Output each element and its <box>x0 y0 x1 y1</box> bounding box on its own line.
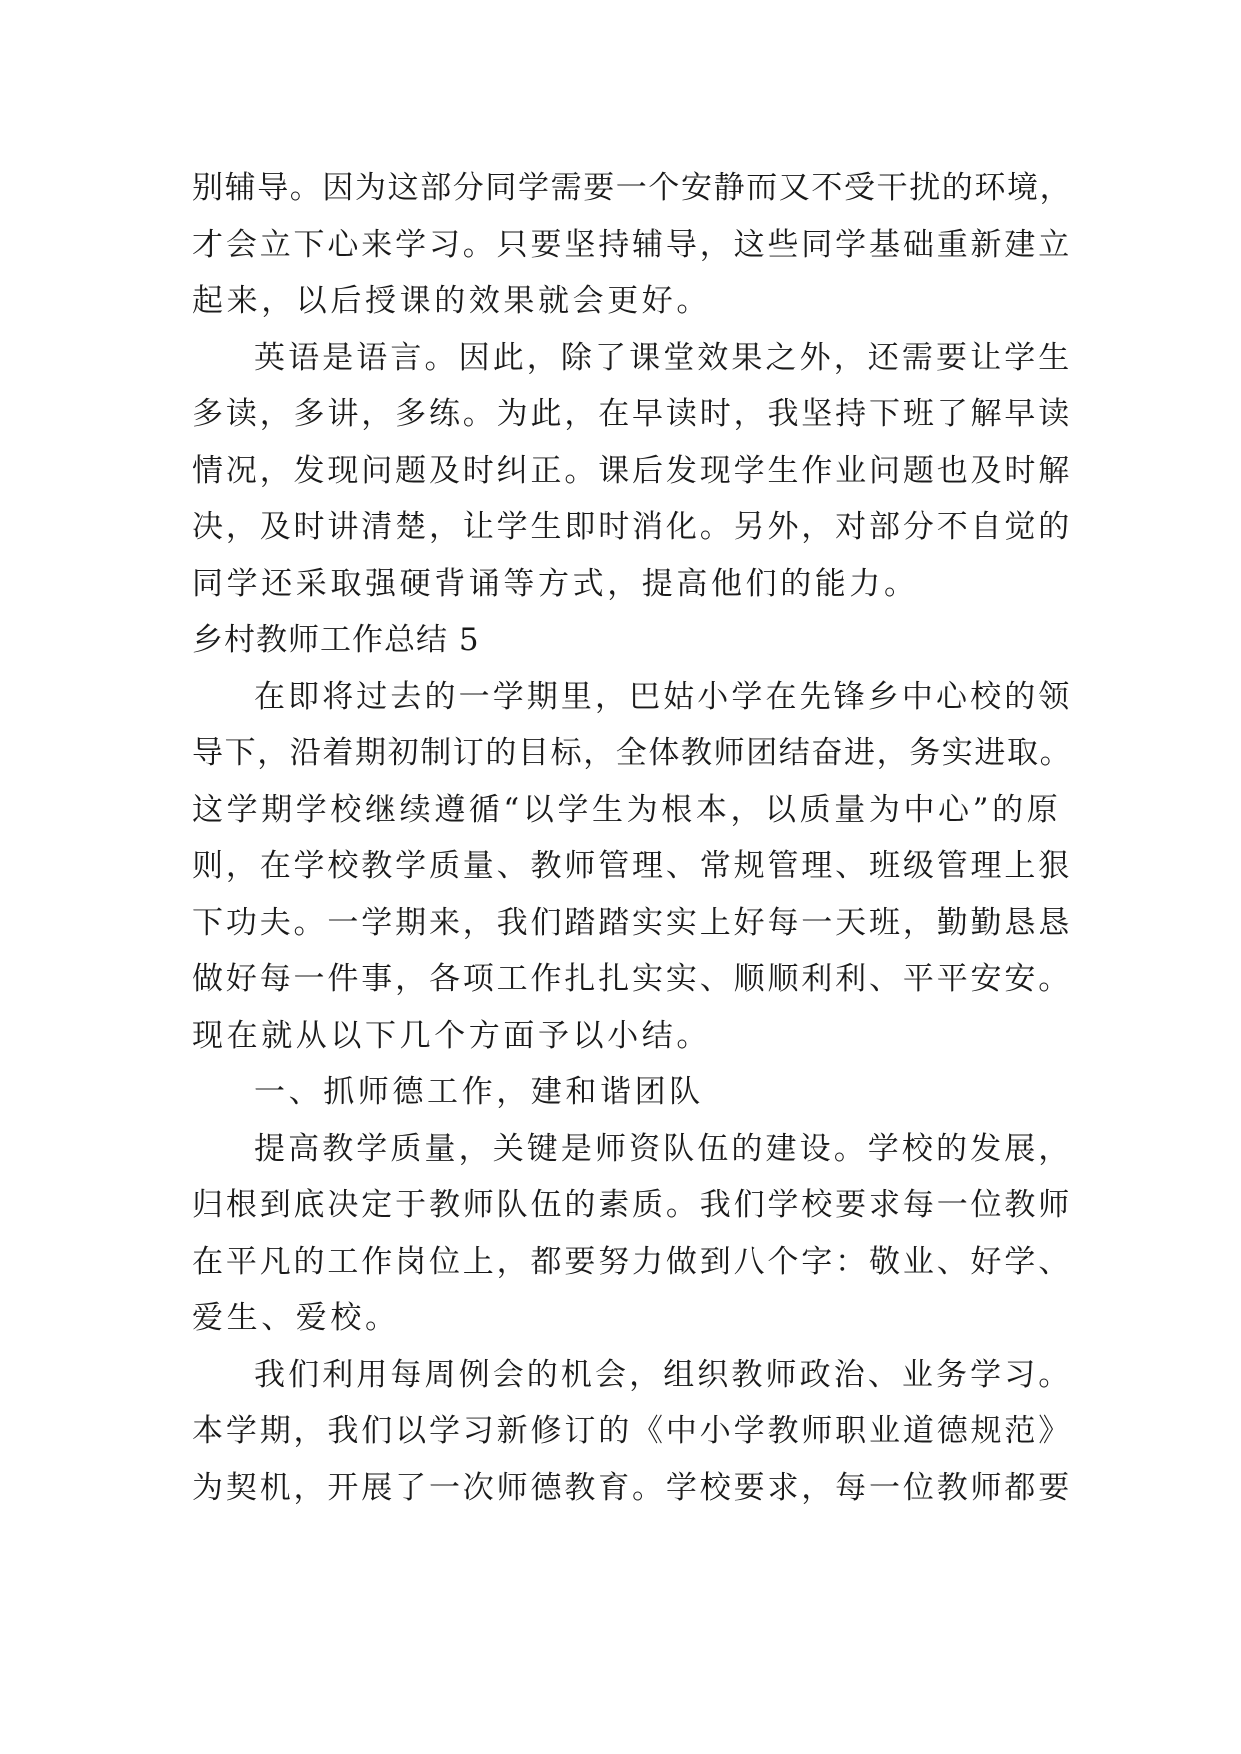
text-line: 多读，多讲，多练。为此，在早读时，我坚持下班了解早读 <box>192 396 1073 432</box>
text-line: 起来，以后授课的效果就会更好。 <box>192 283 711 319</box>
text-line: 归根到底决定于教师队伍的素质。我们学校要求每一位教师 <box>192 1187 1073 1223</box>
text-line: 同学还采取强硬背诵等方式，提高他们的能力。 <box>192 565 919 602</box>
paragraph-first-line: 在即将过去的一学期里，巴姑小学在先锋乡中心校的领 <box>254 678 1073 715</box>
paragraph-first-line: 英语是语言。因此，除了课堂效果之外，还需要让学生 <box>254 339 1073 376</box>
paragraph-first-line: 提高教学质量，关键是师资队伍的建设。学校的发展， <box>254 1130 1073 1167</box>
section-title: 乡村教师工作总结 5 <box>192 622 480 658</box>
text-line: 做好每一件事，各项工作扎扎实实、顺顺利利、平平安安。 <box>192 961 1073 997</box>
text-line: 别辅导。因为这部分同学需要一个安静而又不受干扰的环境， <box>192 170 1073 206</box>
text-line: 下功夫。一学期来，我们踏踏实实上好每一天班，勤勤恳恳 <box>192 904 1073 941</box>
text-line: 情况，发现问题及时纠正。课后发现学生作业问题也及时解 <box>192 452 1073 489</box>
text-line: 则，在学校教学质量、教师管理、常规管理、班级管理上狠 <box>192 848 1073 884</box>
text-line: 导下，沿着期初制订的目标，全体教师团结奋进，务实进取。 <box>192 735 1073 771</box>
text-line: 为契机，开展了一次师德教育。学校要求，每一位教师都要 <box>192 1469 1073 1506</box>
text-line: 现在就从以下几个方面予以小结。 <box>192 1017 711 1054</box>
document-body <box>192 160 1072 1516</box>
text-line: 本学期，我们以学习新修订的《中小学教师职业道德规范》 <box>192 1413 1073 1449</box>
text-line: 这学期学校继续遵循“以学生为根本，以质量为中心”的原 <box>192 791 1062 828</box>
text-line: 决，及时讲清楚，让学生即时消化。另外，对部分不自觉的 <box>192 509 1073 545</box>
subheading: 一、抓师德工作，建和谐团队 <box>254 1074 704 1110</box>
text-line: 在平凡的工作岗位上，都要努力做到八个字：敬业、好学、 <box>192 1243 1073 1280</box>
text-line: 才会立下心来学习。只要坚持辅导，这些同学基础重新建立 <box>192 226 1073 263</box>
paragraph-first-line: 我们利用每周例会的机会，组织教师政治、业务学习。 <box>254 1356 1073 1393</box>
text-line: 爱生、爱校。 <box>192 1300 400 1336</box>
